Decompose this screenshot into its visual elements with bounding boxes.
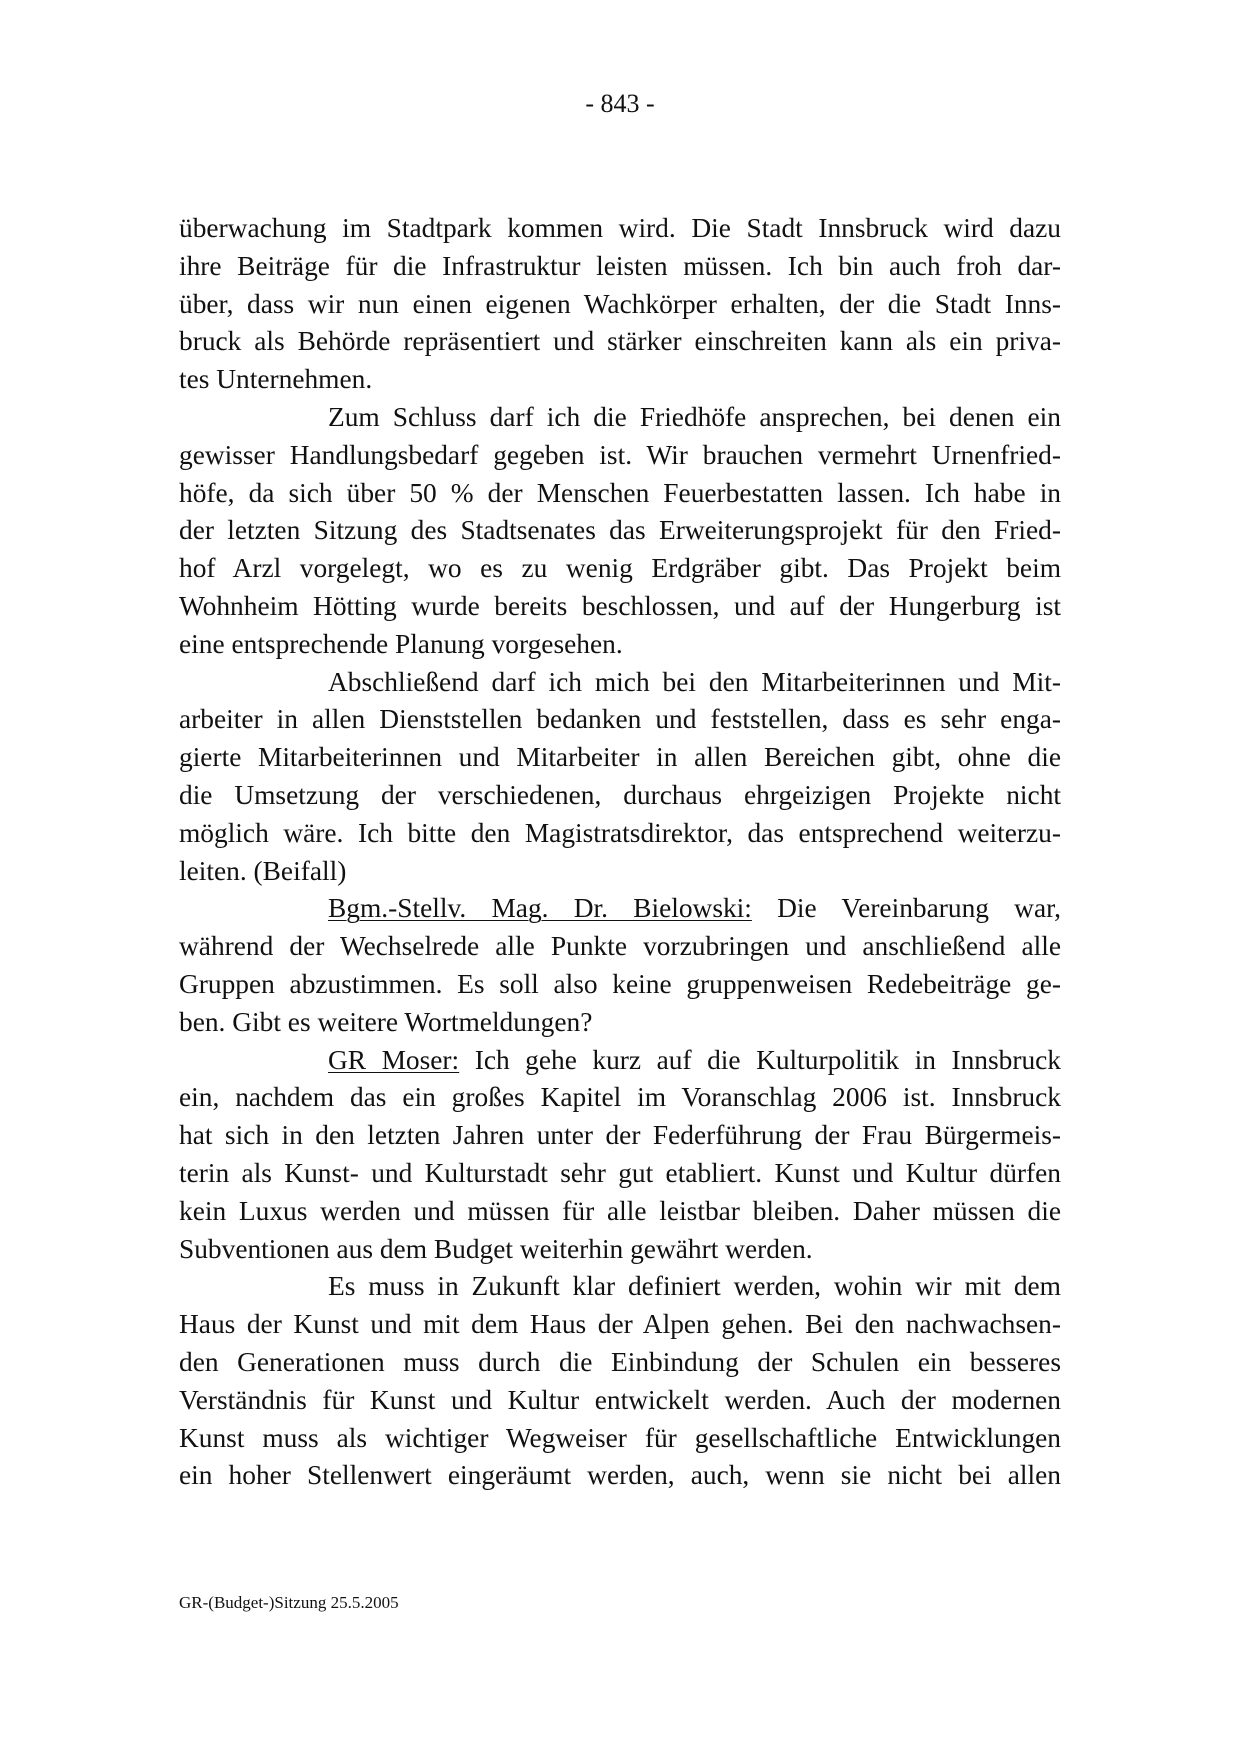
- text-line: Kunst muss als wichtiger Wegweiser für gesellschaftliche Entwicklungen: [179, 1422, 1061, 1453]
- text-line: die Umsetzung der verschiedenen, durchaus ehrgeizigen Projekte nicht: [179, 779, 1061, 810]
- text-line: hof Arzl vorgelegt, wo es zu wenig Erdgräber gibt. Das Projekt beim: [179, 553, 1061, 584]
- text-line: über, dass wir nun einen eigenen Wachkörper erhalten, der die Stadt Inns-: [179, 288, 1061, 319]
- text-line: leiten. (Beifall): [179, 855, 347, 886]
- page-number: - 843 -: [585, 89, 655, 118]
- paragraph: [179, 890, 1061, 1041]
- text-line: Es muss in Zukunft klar definiert werden, wohin wir mit dem: [328, 1271, 1061, 1302]
- paragraph: [179, 1042, 1061, 1269]
- paragraph: [179, 664, 1061, 891]
- text-line: Subventionen aus dem Budget weiterhin gewährt werden.: [179, 1233, 813, 1264]
- text-line: während der Wechselrede alle Punkte vorzubringen und anschließend alle: [179, 931, 1061, 962]
- text-line: Wohnheim Hötting wurde bereits beschlossen, und auf der Hungerburg ist: [179, 590, 1061, 621]
- text-line: ben. Gibt es weitere Wortmeldungen?: [179, 1006, 593, 1037]
- speaker-name: Bgm.-Stellv. Mag. Dr. Bielowski:: [328, 893, 752, 924]
- text-line: Verständnis für Kunst und Kultur entwickelt werden. Auch der modernen: [179, 1384, 1061, 1415]
- page-footer: GR-(Budget-)Sitzung 25.5.2005: [179, 1593, 399, 1612]
- paragraph: [179, 1268, 1061, 1495]
- text-line: ein hoher Stellenwert eingeräumt werden, auch, wenn sie nicht bei allen: [179, 1460, 1061, 1491]
- text-line: terin als Kunst- und Kulturstadt sehr gut etabliert. Kunst und Kultur dürfen: [179, 1157, 1061, 1188]
- text-line: ihre Beiträge für die Infrastruktur leisten müssen. Ich bin auch froh dar-: [179, 250, 1061, 281]
- speaker-line: [179, 890, 1061, 928]
- text-line: eine entsprechende Planung vorgesehen.: [179, 628, 623, 659]
- speaker-line: [179, 1042, 1061, 1080]
- text-line: hat sich in den letzten Jahren unter der Federführung der Frau Bürgermeis-: [179, 1120, 1061, 1151]
- text-line: höfe, da sich über 50 % der Menschen Feuerbestatten lassen. Ich habe in: [179, 477, 1061, 508]
- text-line: arbeiter in allen Dienststellen bedanken und feststellen, dass es sehr enga-: [179, 704, 1061, 735]
- text-line: bruck als Behörde repräsentiert und stärker einschreiten kann als ein priva-: [179, 326, 1061, 357]
- text-line: überwachung im Stadtpark kommen wird. Die Stadt Innsbruck wird dazu: [179, 213, 1061, 243]
- text-line: kein Luxus werden und müssen für alle leistbar bleiben. Daher müssen die: [179, 1195, 1061, 1226]
- text-line: ein, nachdem das ein großes Kapitel im Voranschlag 2006 ist. Innsbruck: [179, 1082, 1061, 1113]
- paragraph: [179, 399, 1061, 664]
- text-line: möglich wäre. Ich bitte den Magistratsdirektor, das entsprechend weiterzu-: [179, 817, 1061, 848]
- text-line: Haus der Kunst und mit dem Haus der Alpen gehen. Bei den nachwachsen-: [179, 1309, 1061, 1340]
- speaker-text: Die Vereinbarung war,: [751, 893, 1061, 924]
- text-line: Zum Schluss darf ich die Friedhöfe ansprechen, bei denen ein: [328, 401, 1061, 432]
- text-line: Gruppen abzustimmen. Es soll also keine gruppenweisen Redebeiträge ge-: [179, 968, 1061, 999]
- text-line: gierte Mitarbeiterinnen und Mitarbeiter in allen Bereichen gibt, ohne die: [179, 742, 1061, 773]
- paragraph: [179, 210, 1061, 399]
- text-line: tes Unternehmen.: [179, 364, 373, 395]
- speaker-text: Ich gehe kurz auf die Kulturpolitik in Innsbruck: [459, 1044, 1061, 1075]
- text-line: Abschließend darf ich mich bei den Mitarbeiterinnen und Mit-: [328, 666, 1061, 697]
- text-line: gewisser Handlungsbedarf gegeben ist. Wir brauchen vermehrt Urnenfried-: [179, 439, 1061, 470]
- text-line: der letzten Sitzung des Stadtsenates das Erweiterungsprojekt für den Fried-: [179, 515, 1061, 546]
- speaker-name: GR Moser:: [328, 1044, 460, 1075]
- document-body: [179, 210, 1061, 1495]
- text-line: den Generationen muss durch die Einbindung der Schulen ein besseres: [179, 1346, 1061, 1377]
